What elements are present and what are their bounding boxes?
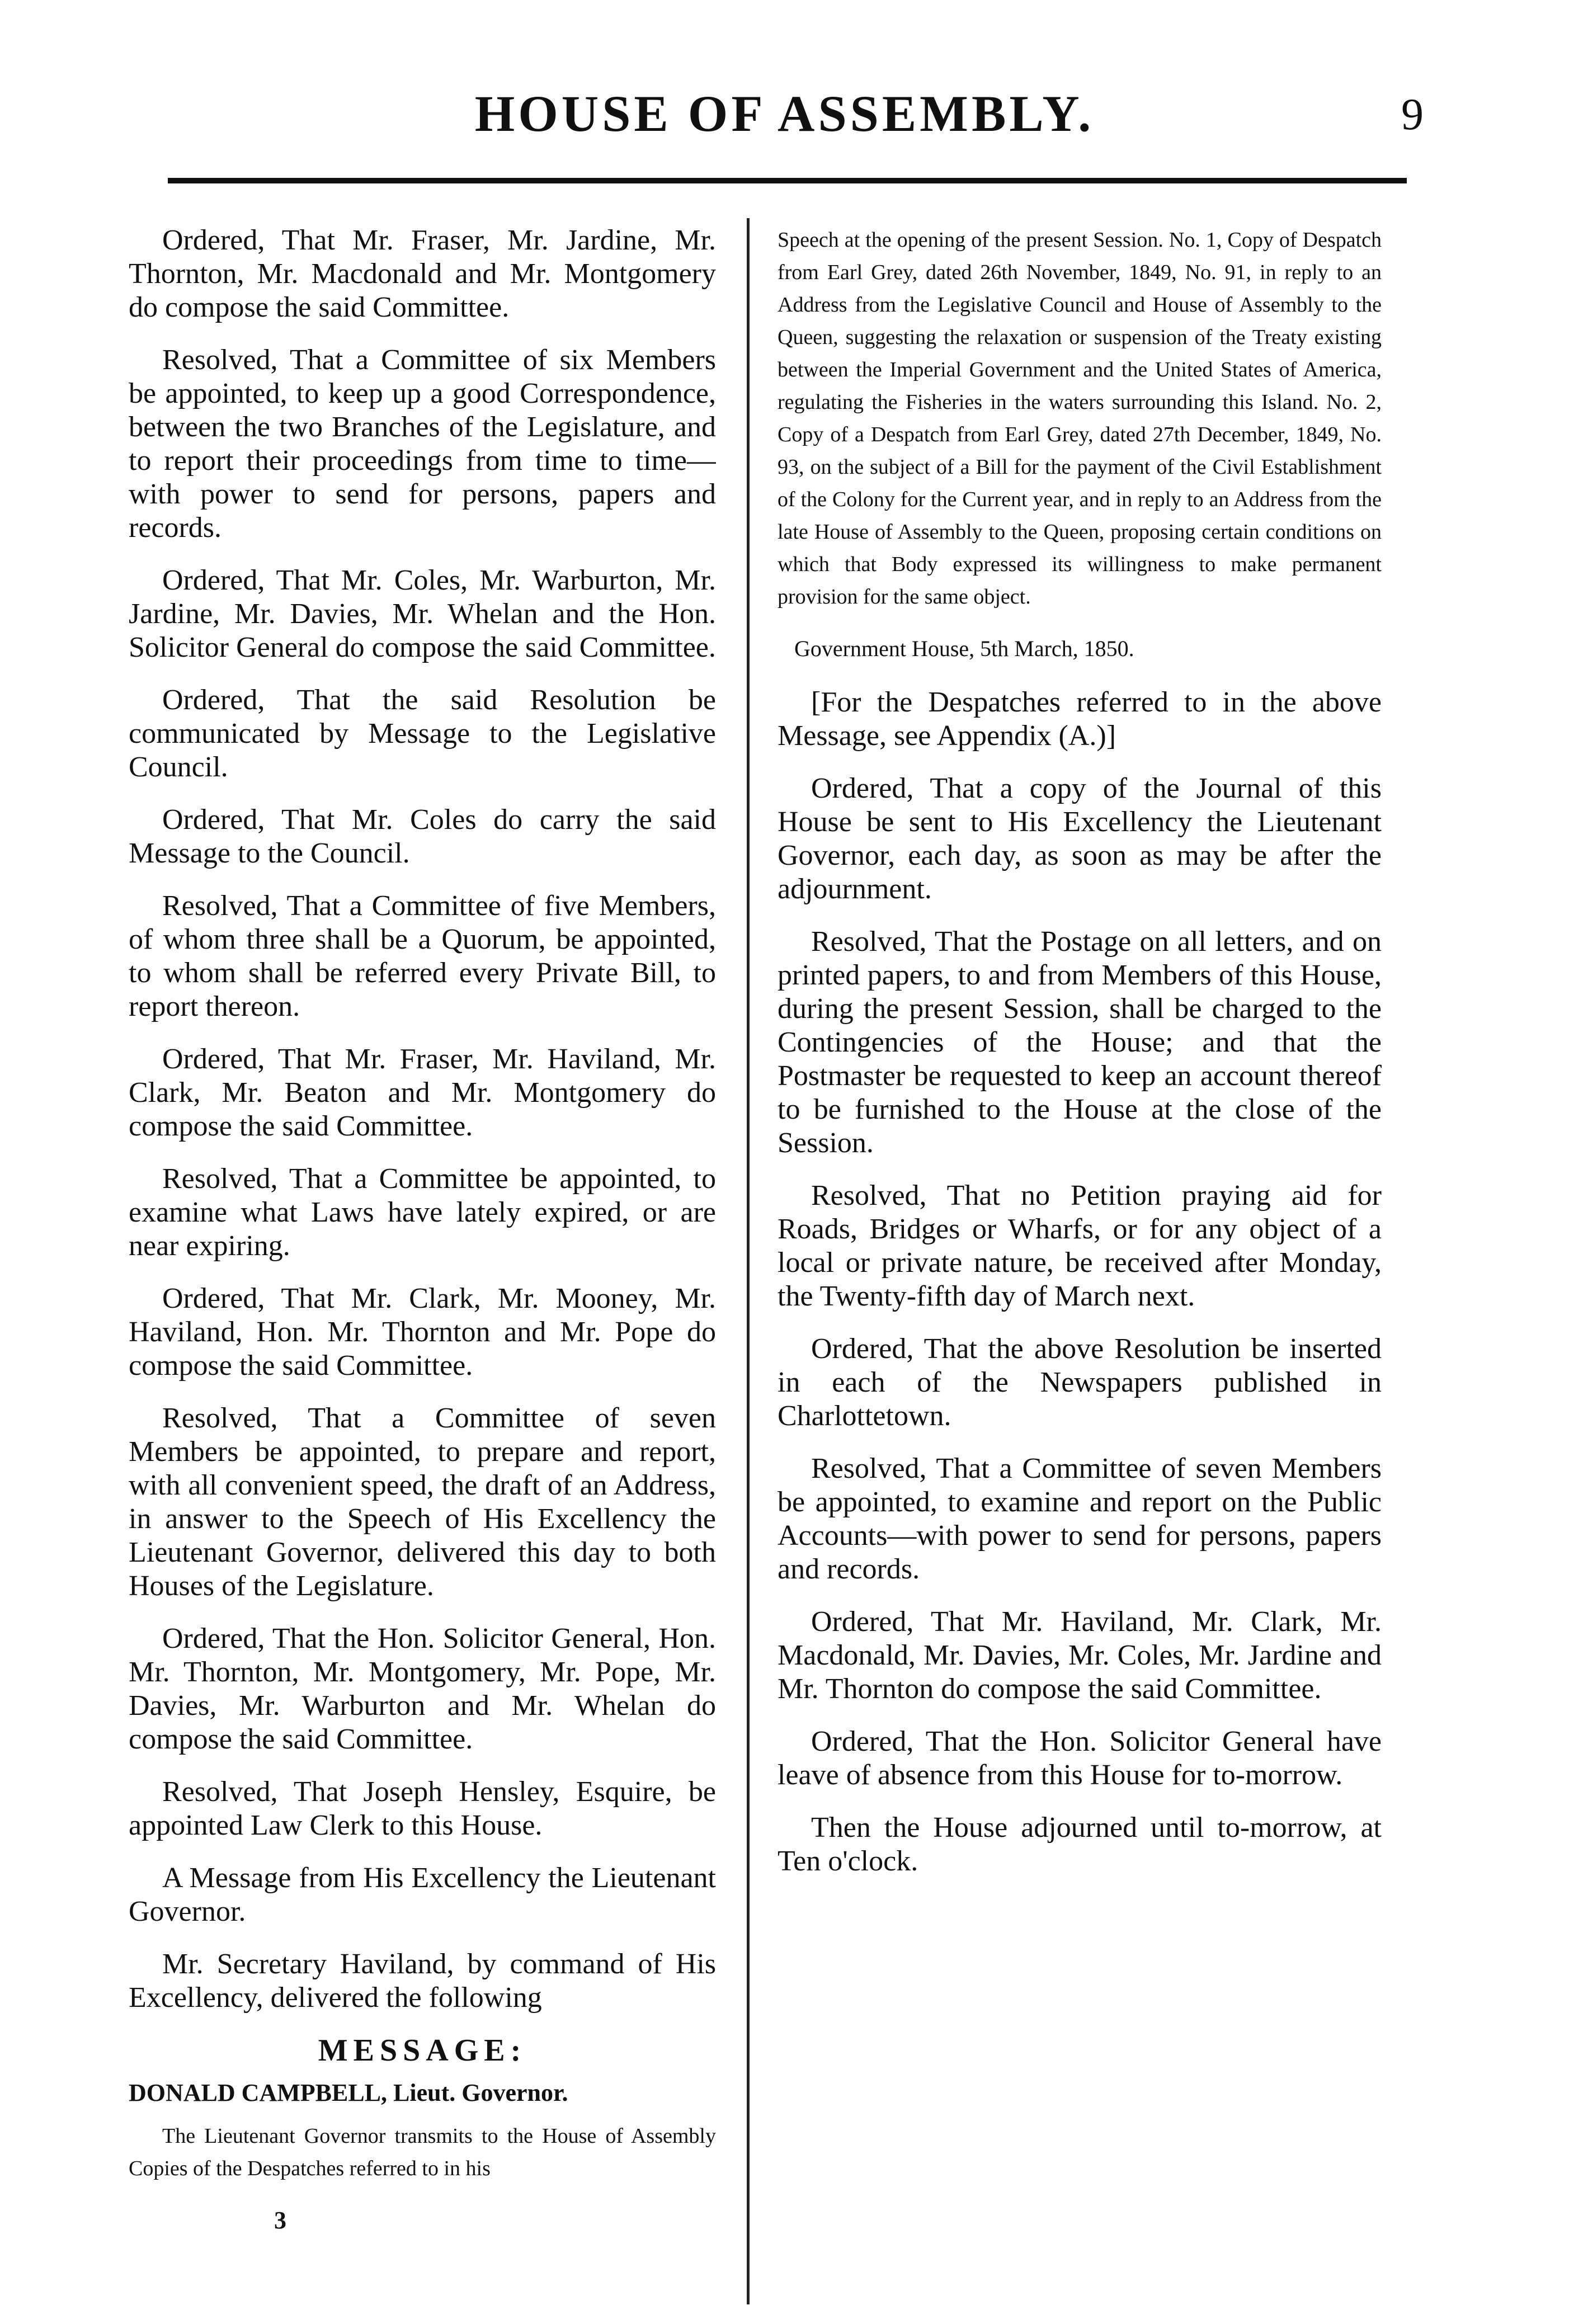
message-body-continued: Speech at the opening of the present Session. No. 1, Copy of Despatch from Earl Grey, dated 26th November, 1849, No. 91, in reply to an Address from the Legislative Council and House of Assembly to the Queen, suggesting the relaxation or suspension of the Treaty existing between the Imperial Government and the United States of America, regulating the Fisheries in the waters surrounding this Island. No. 2, Copy of a Despatch from Earl Grey, dated 27th December, 1849, No. 93, on the subject of a Bill for the payment of the Civil Establishment of the Colony for the Current year, and in reply to an Address from the late House of Assembly to the Queen, proposing certain conditions on which that Body expressed its willingness to make permanent provision for the same object. xyxy=(778,228,1382,609)
paragraph: Ordered, That the above Resolution be inserted in each of the Newspapers published in Charlottetown. xyxy=(778,1333,1382,1432)
page-number: 9 xyxy=(1401,90,1424,139)
signature-mark: 3 xyxy=(274,2207,286,2234)
message-body-start: The Lieutenant Governor transmits to the House of Assembly Copies of the Despatches referred to in his xyxy=(129,2124,716,2180)
paragraph: Ordered, That the Hon. Solicitor General have leave of absence from this House for to-morrow. xyxy=(778,1726,1382,1791)
paragraph: Ordered, That Mr. Fraser, Mr. Haviland, Mr. Clark, Mr. Beaton and Mr. Montgomery do compose the said Committee. xyxy=(129,1043,716,1142)
paragraph: Ordered, That Mr. Clark, Mr. Mooney, Mr. Haviland, Hon. Mr. Thornton and Mr. Pope do compose the said Committee. xyxy=(129,1283,716,1382)
paragraph: Resolved, That Joseph Hensley, Esquire, be appointed Law Clerk to this House. xyxy=(129,1776,716,1841)
paragraph: Ordered, That a copy of the Journal of this House be sent to His Excellency the Lieutenant Governor, each day, as soon as may be after the adjournment. xyxy=(778,772,1382,905)
message-dateline: Government House, 5th March, 1850. xyxy=(794,636,1134,661)
header-rule xyxy=(168,178,1407,183)
column-divider xyxy=(747,218,750,2304)
page-header xyxy=(134,67,1435,151)
paragraph: Ordered, That the said Resolution be communicated by Message to the Legislative Council. xyxy=(129,684,716,783)
paragraph: Resolved, That a Committee of five Members, of whom three shall be a Quorum, be appointed, to whom shall be referred every Private Bill, to report thereon. xyxy=(129,890,716,1022)
running-title: HOUSE OF ASSEMBLY. xyxy=(474,85,1095,142)
message-signature: DONALD CAMPBELL, Lieut. Governor. xyxy=(129,2079,568,2106)
paragraph: Resolved, That a Committee of seven Members be appointed, to examine and report on the Public Accounts—with power to send for persons, papers and records. xyxy=(778,1453,1382,1585)
paragraph: Resolved, That a Committee be appointed, to examine what Laws have lately expired, or are near expiring. xyxy=(129,1163,716,1262)
paragraph: Resolved, That the Postage on all letters, and on printed papers, to and from Members of this House, during the present Session, shall be charged to the Contingencies of the House; and that the Postmaster be requested to keep an account thereof to be furnished to the House at the close of the Session. xyxy=(778,926,1382,1159)
paragraph: Then the House adjourned until to-morrow, at Ten o'clock. xyxy=(778,1812,1382,1877)
paragraph: Ordered, That Mr. Haviland, Mr. Clark, Mr. Macdonald, Mr. Davies, Mr. Coles, Mr. Jardine and Mr. Thornton do compose the said Committee. xyxy=(778,1606,1382,1705)
right-column xyxy=(778,224,1382,2304)
paragraph: Ordered, That the Hon. Solicitor General, Hon. Mr. Thornton, Mr. Montgomery, Mr. Pope, Mr. Davies, Mr. Warburton and Mr. Whelan do compose the said Committee. xyxy=(129,1623,716,1755)
paragraph: [For the Despatches referred to in the above Message, see Appendix (A.)] xyxy=(778,686,1382,752)
left-column xyxy=(129,224,716,2304)
paragraph: Resolved, That a Committee of seven Members be appointed, to prepare and report, with all convenient speed, the draft of an Address, in answer to the Speech of His Excellency the Lieutenant Governor, delivered this day to both Houses of the Legislature. xyxy=(129,1402,716,1602)
paragraph: Resolved, That a Committee of six Members be appointed, to keep up a good Correspondence, between the two Branches of the Legislature, and to report their proceedings from time to time—with power to send for persons, papers and records. xyxy=(129,344,716,544)
paragraph: Resolved, That no Petition praying aid for Roads, Bridges or Wharfs, or for any object of a local or private nature, be received after Monday, the Twenty-fifth day of March next. xyxy=(778,1180,1382,1312)
paragraph: Ordered, That Mr. Coles, Mr. Warburton, Mr. Jardine, Mr. Davies, Mr. Whelan and the Hon. Solicitor General do compose the said Committee. xyxy=(129,564,716,663)
paragraph: Mr. Secretary Haviland, by command of His Excellency, delivered the following xyxy=(129,1948,716,2014)
paragraph: A Message from His Excellency the Lieutenant Governor. xyxy=(129,1862,716,1927)
paragraph: Ordered, That Mr. Fraser, Mr. Jardine, Mr. Thornton, Mr. Macdonald and Mr. Montgomery do compose the said Committee. xyxy=(129,224,716,323)
message-heading: MESSAGE: xyxy=(318,2033,527,2068)
paragraph: Ordered, That Mr. Coles do carry the said Message to the Council. xyxy=(129,804,716,869)
